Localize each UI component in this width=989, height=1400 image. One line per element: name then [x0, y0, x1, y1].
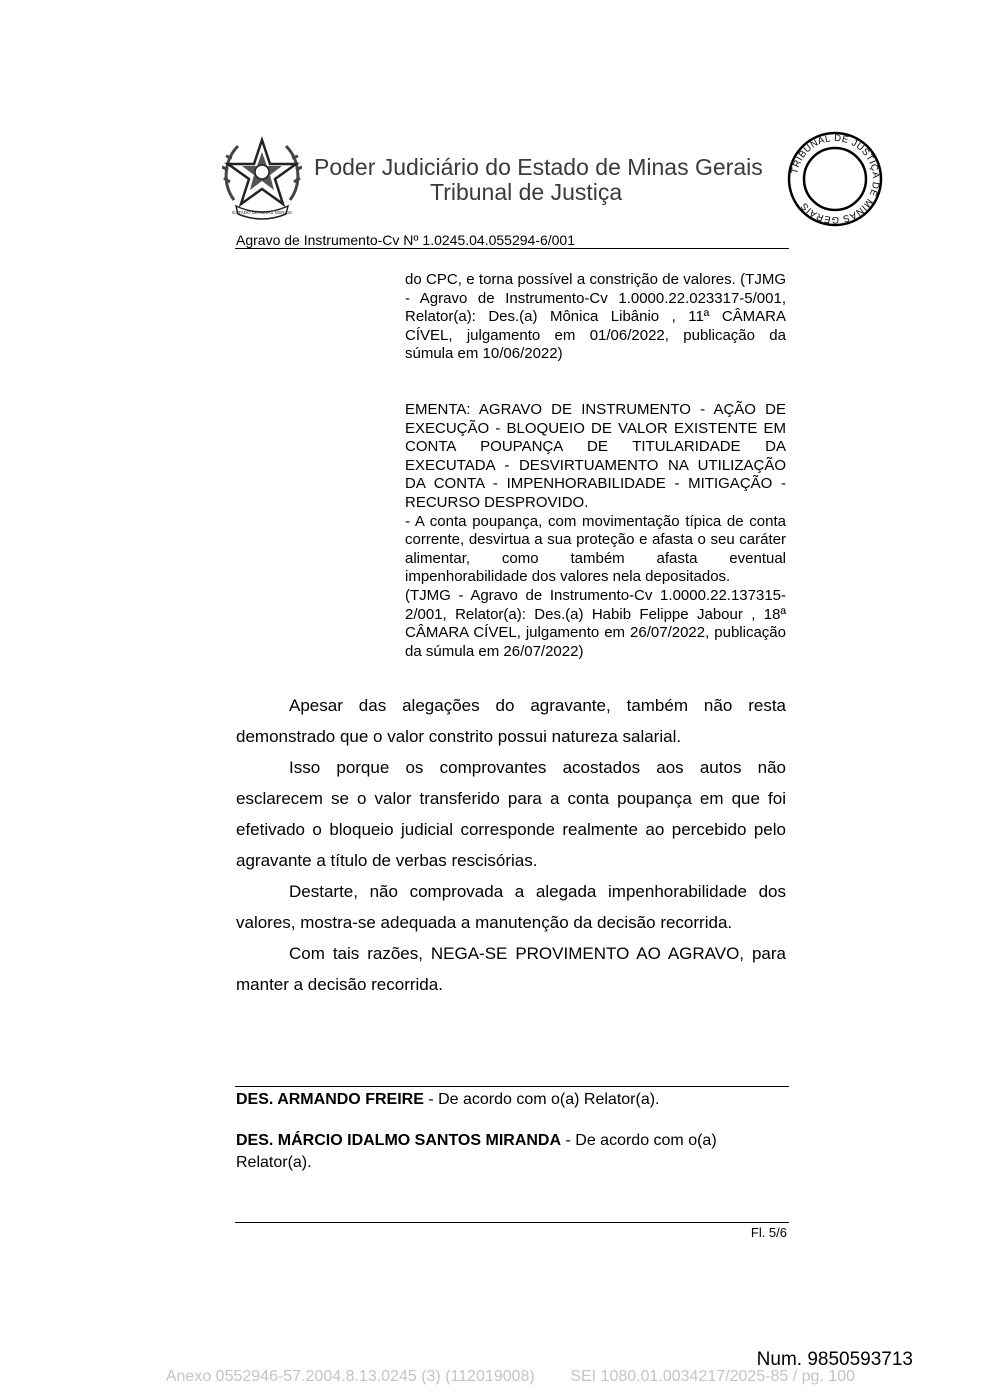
page-folio: Fl. 5/6	[750, 1225, 787, 1240]
judge-name: DES. ARMANDO FREIRE	[236, 1091, 424, 1108]
state-coat-of-arms-icon	[222, 134, 302, 220]
court-name: Tribunal de Justiça	[430, 179, 623, 205]
annex-footer: Anexo 0552946-57.2004.8.13.0245 (3) (112019008) SEI 1080.01.0034217/2025-85 / pg. 100	[165, 1368, 855, 1385]
jurisprudence-quote-2	[405, 401, 786, 661]
jurisprudence-quote-1	[405, 271, 786, 364]
quote-2-citation: (TJMG - Agravo de Instrumento-Cv 1.0000.22.137315-2/001, Relator(a): Des.(a) Habib Felippe Jabour , 18ª CÂMARA CÍVEL, julgamento em 26/07/2022, publicação da súmula em 26/07/2022)	[405, 586, 786, 660]
seal-text: TRIBUNAL DE JUSTIÇA DE MINAS GERAIS	[789, 132, 882, 226]
paragraph: Isso porque os comprovantes acostados aos autos não esclarecem se o valor transferido para a conta poupança em que foi efetivado o bloqueio judicial corresponde realmente ao percebido pelo agravante a título de verbas rescisórias.	[236, 758, 786, 870]
signature-divider	[235, 1086, 789, 1087]
signature-vote-2	[236, 1130, 786, 1174]
institution-name: Poder Judiciário do Estado de Minas Gerais	[314, 154, 763, 180]
quote-1-text: do CPC, e torna possível a constrição de valores. (TJMG - Agravo de Instrumento-Cv 1.0000.22.023317-5/001, Relator(a): Des.(a) Mônica Libânio , 11ª CÂMARA CÍVEL, julgamento em 01/06/2022, publicação da súmula em 10/06/2022)	[405, 271, 786, 363]
signature-vote-1	[236, 1089, 786, 1111]
judge-name: DES. MÁRCIO IDALMO SANTOS MIRANDA	[236, 1132, 562, 1149]
paragraph: Com tais razões, NEGA-SE PROVIMENTO AO AGRAVO, para manter a decisão recorrida.	[236, 944, 786, 994]
case-number: Agravo de Instrumento-Cv Nº 1.0245.04.055294-6/001	[236, 232, 575, 248]
document-number: Num. 9850593713	[756, 1349, 913, 1370]
quote-2-ementa: EMENTA: AGRAVO DE INSTRUMENTO - AÇÃO DE EXECUÇÃO - BLOQUEIO DE VALOR EXISTENTE EM CONTA POUPANÇA DE TITULARIDADE DA EXECUTADA - DESVIRTUAMENTO NA UTILIZAÇÃO DA CONTA - IMPENHORABILIDADE - MITIGAÇÃO - RECURSO DESPROVIDO.	[405, 401, 786, 511]
court-seal-icon	[787, 131, 883, 227]
paragraph: Apesar das alegações do agravante, também não resta demonstrado que o valor constrito possui natureza salarial.	[236, 696, 786, 746]
vote-text: - De acordo com o(a) Relator(a).	[236, 1132, 717, 1171]
footer-divider	[235, 1222, 789, 1223]
vote-text: - De acordo com o(a) Relator(a).	[423, 1091, 660, 1108]
paragraph: Destarte, não comprovada a alegada impenhorabilidade dos valores, mostra-se adequada a manutenção da decisão recorrida.	[236, 882, 786, 932]
decision-body	[236, 690, 786, 1000]
header-divider	[235, 248, 789, 249]
emblem-text: ESTADO DE MINAS GERAIS	[232, 210, 292, 215]
quote-2-item: - A conta poupança, com movimentação típica de conta corrente, desvirtua a sua proteção e afasta o seu caráter alimentar, como também afasta eventual impenhorabilidade dos valores nela depositados.	[405, 512, 786, 586]
